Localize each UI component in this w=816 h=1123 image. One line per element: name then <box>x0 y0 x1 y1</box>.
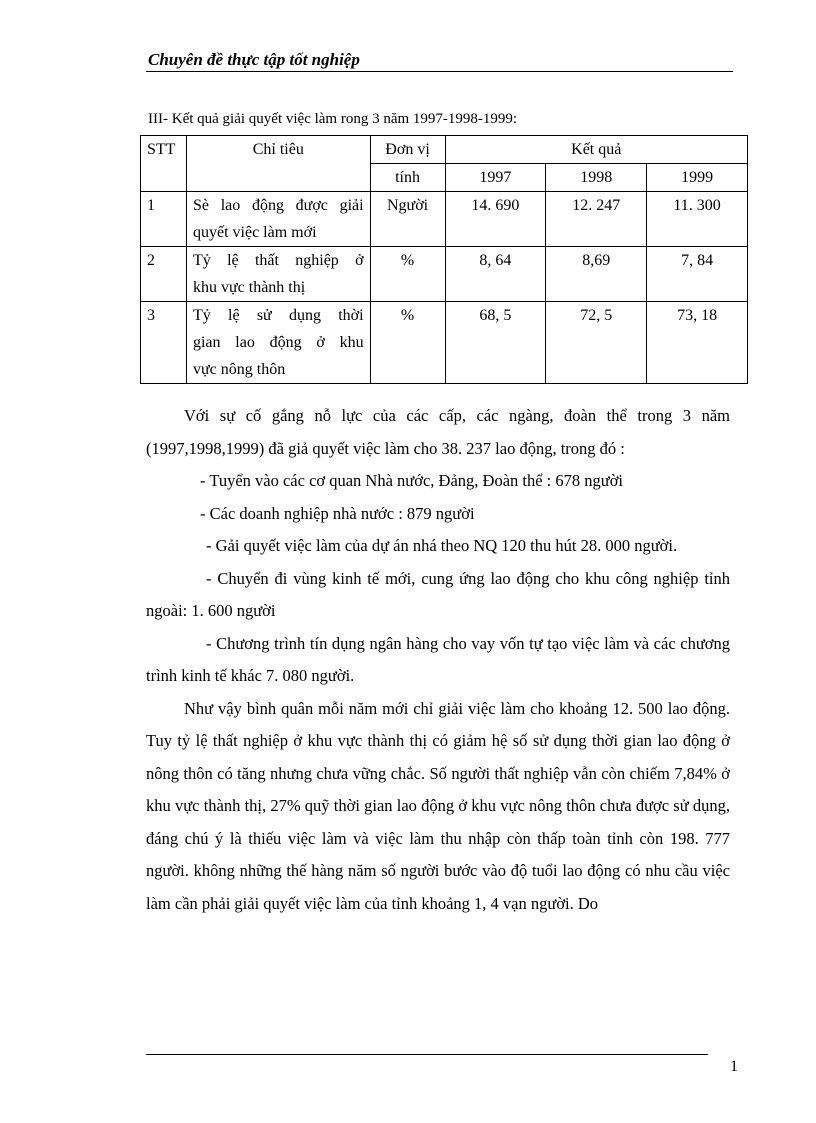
results-table <box>140 135 748 384</box>
indicator-line: vực nông thôn <box>192 361 286 378</box>
paragraph-summary: Như vậy bình quân mỗi năm mới chỉ giải việc làm cho khoảng 12. 500 lao động. Tuy tỷ lệ thất nghiệp ở khu vực thành thị có giảm hệ số sử dụng thời gian lao động ở nông thôn có tăng nhưng chưa vững chắc. Số người thất nghiệp vẫn còn chiếm 7,84% ở khu vực thành thị, 27% quỹ thời gian lao động ở khu vực nông thôn chưa được sử dụng, đáng chú ý là thiếu việc làm và việc làm thu nhập còn thấp toàn tỉnh còn 198. 777 người. không những thế hàng năm số người bước vào độ tuổi lao động có nhu cầu việc làm cần phải giải quyết việc làm của tỉnh khoảng 1, 4 vạn người. Do <box>146 698 730 913</box>
row-indicator <box>186 247 370 302</box>
indicator-line: quyết việc làm mới <box>192 224 317 241</box>
table-row <box>141 192 748 247</box>
header-year: 1999 <box>647 164 748 192</box>
footer-rule <box>146 1054 708 1055</box>
row-value: 72, 5 <box>546 302 647 384</box>
table-row <box>141 247 748 302</box>
section-title: III- Kết quả giải quyết việc làm rong 3 năm 1997-1998-1999: <box>148 111 518 127</box>
row-indicator <box>186 192 370 247</box>
row-value: 7, 84 <box>647 247 748 302</box>
row-unit: % <box>370 247 445 302</box>
row-value: 11. 300 <box>647 192 748 247</box>
row-stt: 2 <box>141 247 187 302</box>
header-year: 1998 <box>546 164 647 192</box>
indicator-line: gian lao động ở khu <box>192 334 364 351</box>
header-result: Kết quả <box>445 136 748 164</box>
header-unit-line2: tính <box>370 164 445 192</box>
row-stt: 1 <box>141 192 187 247</box>
row-stt: 3 <box>141 302 187 384</box>
header-stt: STT <box>141 136 187 192</box>
page-number: 1 <box>730 1058 738 1075</box>
indicator-line: khu vực thành thị <box>192 279 306 296</box>
body-text <box>146 400 730 920</box>
bullet-item: - Tuyển vào các cơ quan Nhà nước, Đảng, Đoàn thể : 678 người <box>200 471 624 490</box>
bullet-item: - Gải quyết việc làm của dự án nhá theo NQ 120 thu hút 28. 000 người. <box>206 536 678 555</box>
table-row <box>141 302 748 384</box>
bullet-item: - Các doanh nghiệp nhà nước : 879 người <box>200 503 475 523</box>
bullet-item: - Chuyển đi vùng kinh tế mới, cung ứng lao động cho khu công nghiệp tỉnh ngoài: 1. 600 người <box>146 568 730 620</box>
row-indicator <box>186 302 370 384</box>
bullet-item: - Chương trình tín dụng ngân hàng cho vay vốn tự tạo việc làm và các chương trình kinh tế khác 7. 080 người. <box>146 633 730 685</box>
header-title: Chuyên đề thực tập tốt nghiệp <box>148 50 360 69</box>
indicator-line: Tỷ lệ sử dụng thời <box>192 307 364 324</box>
indicator-line: Sè lao động được giải <box>192 197 364 214</box>
row-unit: Người <box>370 192 445 247</box>
row-value: 8,69 <box>546 247 647 302</box>
table-header-row <box>141 136 748 164</box>
row-value: 8, 64 <box>445 247 546 302</box>
header-year: 1997 <box>445 164 546 192</box>
header-unit-line1: Đơn vị <box>385 141 430 158</box>
row-value: 12. 247 <box>546 192 647 247</box>
indicator-line: Tỷ lệ thất nghiệp ở <box>192 252 364 269</box>
paragraph-intro: Với sự cố gắng nỗ lực của các cấp, các ngàng, đoàn thể trong 3 năm (1997,1998,1999) đã giả quyết việc làm cho 38. 237 lao động, trong đó : <box>146 406 730 458</box>
row-unit: % <box>370 302 445 384</box>
row-value: 73, 18 <box>647 302 748 384</box>
row-value: 14. 690 <box>445 192 546 247</box>
header-rule <box>146 71 733 72</box>
header-indicator: Chỉ tiêu <box>186 136 370 192</box>
row-value: 68, 5 <box>445 302 546 384</box>
header-unit <box>370 136 445 164</box>
